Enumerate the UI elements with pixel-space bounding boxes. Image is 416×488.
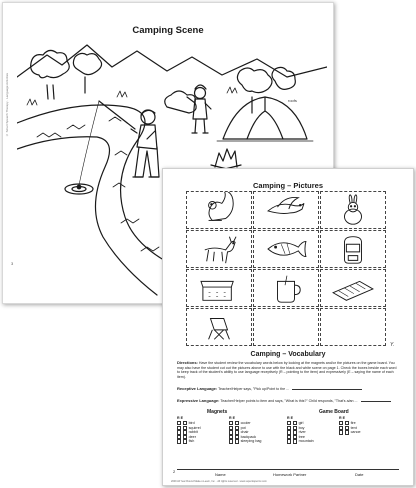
camping-vocabulary-page [162,168,414,486]
picture-cards-grid [186,191,387,347]
fishing-line [79,101,99,185]
vocab-word: river [298,430,306,435]
receptive-checkbox[interactable] [287,439,291,443]
re-header-1: R E [177,416,183,420]
picture-card-empty-1[interactable] [253,308,319,346]
vocab-word-row [229,439,261,444]
receptive-label: Receptive Language: [177,386,218,391]
receptive-language-line [177,386,399,392]
tent [217,97,313,141]
vocabulary-title: Camping – Vocabulary [250,351,326,358]
pot-icon [254,270,318,306]
re-header-3: R E [287,416,293,420]
picture-card-backpack[interactable] [320,230,386,268]
expressive-label: Expressive Language: [177,398,220,403]
bushes [165,91,196,113]
vocab-word: mountain [298,439,314,444]
picture-card-deer[interactable] [186,230,252,268]
tent-label: roofs [288,98,297,103]
magnets-title: Magnets [207,409,228,415]
copyright-line: 2009 All Year Round Make-n-Learn, Inc. · All rights reserved · www.superduperinc.com [171,480,267,483]
expressive-checkbox[interactable] [235,439,239,443]
vocab-word: boy [298,425,305,430]
vocab-word: backpack [240,434,257,439]
expressive-text: Teacher/Helper points to item and says, "What is this?" Child responds, "That's a/an ... [220,399,358,403]
vocab-word-row [339,430,361,435]
vocab-word: tent [350,425,357,430]
picture-card-pot[interactable] [253,269,319,307]
scene-title: Camping Scene [132,25,204,36]
expressive-language-line [177,398,399,404]
vocab-word: fire [350,421,356,426]
picture-card-cooler[interactable] [186,269,252,307]
vocab-word: fish [188,439,195,444]
directions-text: Have the student review the vocabulary words below by looking at the magnets and/or the pictures on the game board. You may also have the student cut out the pictures above to use with the black and white scene on page 1. Check the boxes beside each word to keep track of the student's ability to use language receptively (R – pointing to the item) and expressively (E – saying the name of each item). [177,361,397,379]
rabbit-icon [321,192,385,228]
re-header-2: R E [229,416,235,420]
directions-paragraph [177,361,399,379]
signature-footer [177,469,399,477]
vocab-word: tree [298,434,305,439]
side-credit: © Smart Speech Therapy · Language Activities [5,73,9,138]
gameboard-word-list-2 [339,421,361,435]
magnets-word-list-1 [177,421,201,444]
gameboard-word-list-1 [287,421,314,444]
fish-icon [254,231,318,267]
artist-signature: Y. [390,342,395,348]
bird-icon [254,192,318,228]
vocab-word: canoe [350,430,361,435]
picture-card-rabbit[interactable] [320,191,386,229]
boy-fishing [99,101,159,177]
re-header-4: R E [339,416,345,420]
vocab-word: chair [240,430,249,435]
trees-left [31,50,102,99]
picture-card-chair[interactable] [186,308,252,346]
deer-icon [187,231,251,267]
vocab-word: rabbit [188,430,198,435]
receptive-checkbox[interactable] [229,439,233,443]
gameboard-title: Game Board [319,409,349,415]
receptive-checkbox[interactable] [339,430,343,434]
expressive-blank[interactable] [361,398,391,402]
receptive-blank[interactable] [292,386,362,390]
chair-icon [187,309,251,345]
river-bank [17,137,157,295]
vocab-word: girl [298,421,304,426]
pictures-title: Camping – Pictures [252,181,324,190]
directions-label: Directions: [177,360,198,365]
receptive-text: Teacher/Helper says, "Pick up/Point to the ... [218,387,290,391]
picture-card-bird[interactable] [253,191,319,229]
mountains-outline [17,45,327,77]
vocab-word: squirrel [188,425,201,430]
magnets-word-list-2 [229,421,261,444]
back-page-number: 3 [11,261,14,266]
vocab-word: cooler [240,421,251,426]
vocab-word: sleeping bag [240,439,262,444]
front-page-number: 2 [173,469,176,474]
expressive-checkbox[interactable] [183,439,187,443]
sleeping-bag-icon [321,270,385,306]
vocab-word: pot [240,425,246,430]
receptive-checkbox[interactable] [177,439,181,443]
squirrel-icon [187,192,251,228]
picture-card-squirrel[interactable] [186,191,252,229]
footer-partner-label: Homework Partner [273,472,307,477]
vocab-word-row [287,439,314,444]
backpack-icon [321,231,385,267]
girl-camper [187,85,211,133]
footer-name-label: Name [215,472,226,477]
vocab-word: deer [188,434,196,439]
vocab-word: bird [188,421,195,426]
footer-date-label: Date [355,472,364,477]
picture-card-fish[interactable] [253,230,319,268]
vocab-word-row [177,439,201,444]
expressive-checkbox[interactable] [345,430,349,434]
picture-card-sleeping-bag[interactable] [320,269,386,307]
cooler-icon [187,270,251,306]
expressive-checkbox[interactable] [293,439,297,443]
picture-card-empty-2[interactable] [320,308,386,346]
